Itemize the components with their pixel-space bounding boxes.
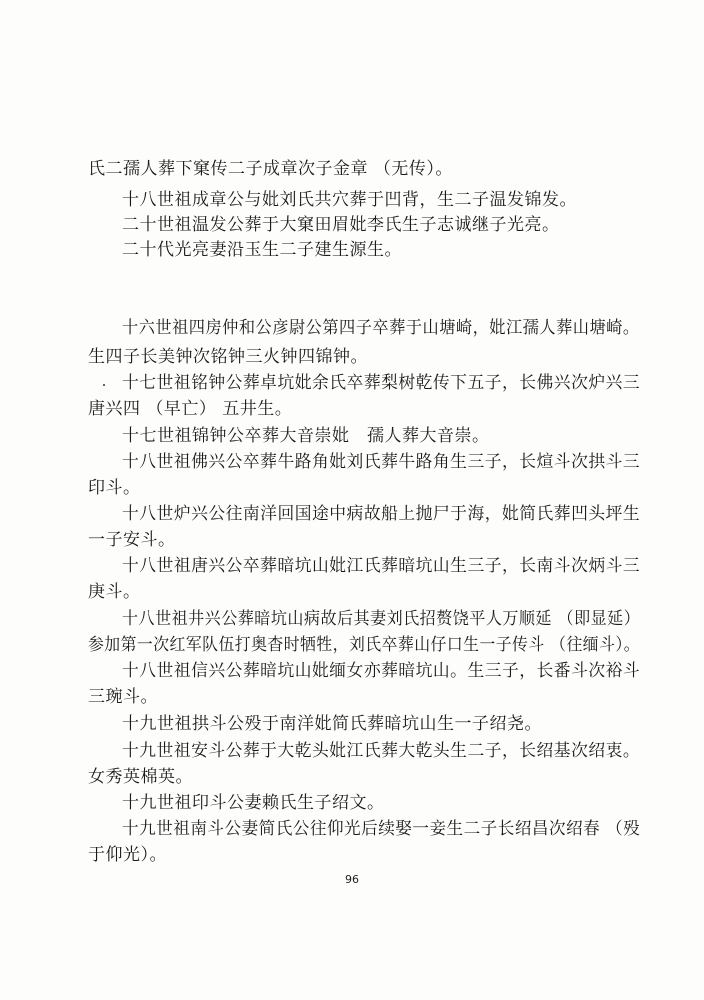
text-line: 十七世祖锦钟公卒葬大音崇妣 孺人葬大音崇。	[122, 426, 490, 446]
ink-speck	[103, 384, 105, 386]
text-line: 十九世祖南斗公妻简氏公往仰光后续娶一妾生二子长绍昌次绍春 （殁	[122, 819, 641, 839]
text-line: 十八世祖成章公与妣刘氏共穴葬于凹背，生二子温发锦发。	[122, 190, 577, 210]
text-line: 十九世祖安斗公葬于大乾头妣江氏葬大乾头生二子，长绍基次绍衷。	[122, 741, 641, 761]
text-line: 唐兴四 （早亡） 五井生。	[88, 399, 293, 419]
text-line: 于仰光）。	[88, 845, 167, 865]
text-line: 十八世祖唐兴公卒葬暗坑山妣江氏葬暗坑山生三子，长南斗次炳斗三	[122, 556, 641, 576]
text-line: 十八世祖信兴公葬暗坑山妣缅女亦葬暗坑山。生三子，长番斗次裕斗	[122, 661, 641, 681]
text-line: 庚斗。	[88, 582, 141, 602]
text-line: 十九世祖拱斗公殁于南洋妣简氏葬暗坑山生一子绍尧。	[122, 714, 542, 734]
text-line: 十七世祖铭钟公葬卓坑妣余氏卒葬梨树乾传下五子，长佛兴次炉兴三	[122, 373, 641, 393]
page-number: 96	[345, 873, 359, 886]
text-line: 十八世祖井兴公葬暗坑山病故后其妻刘氏招赘饶平人万顺延 （即显延）	[122, 609, 641, 629]
text-line: 十八世炉兴公往南洋回国途中病故船上抛尸于海，妣简氏葬凹头坪生	[122, 504, 641, 524]
text-line: 二十世祖温发公葬于大窠田眉妣李氏生子志诚继子光亮。	[122, 215, 560, 235]
text-line: 氏二孺人葬下窠传二子成章次子金章 （无传）。	[88, 159, 453, 179]
text-line: 女秀英棉英。	[88, 767, 193, 787]
text-line: 一子安斗。	[88, 530, 176, 550]
text-line: 三琬斗。	[88, 687, 158, 707]
text-line: 十九世祖印斗公妻赖氏生子绍文。	[122, 793, 385, 813]
text-line: 十六世祖四房仲和公彦尉公第四子卒葬于山塘崎，妣江孺人葬山塘崎。	[122, 318, 640, 338]
text-line: 印斗。	[88, 478, 141, 498]
text-line: 生四子长美钟次铭钟三火钟四锦钟。	[88, 347, 368, 367]
text-line: 参加第一次红军队伍打奥杳时牺牲，刘氏卒葬山仔口生一子传斗 （往缅斗）。	[88, 635, 641, 655]
text-line: 十八世祖佛兴公卒葬牛路角妣刘氏葬牛路角生三子，长煊斗次拱斗三	[122, 452, 641, 472]
text-line: 二十代光亮妻沿玉生二子建生源生。	[122, 240, 402, 260]
